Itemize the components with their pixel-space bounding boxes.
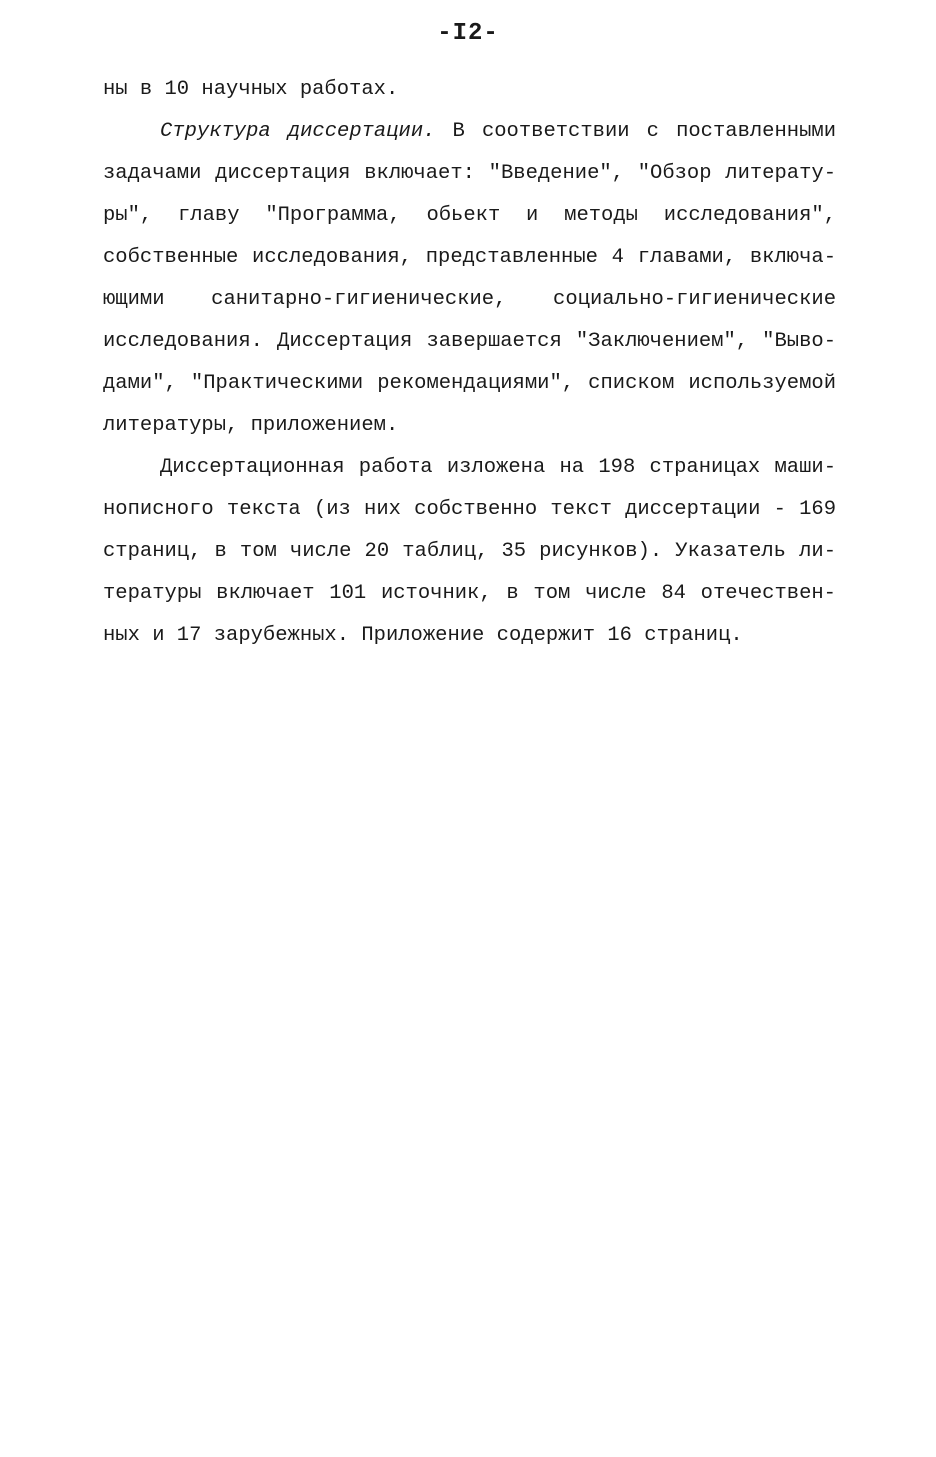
paragraph-2-line-3: ры", главу "Программа, обьект и методы исследования", xyxy=(103,204,836,227)
paragraph-3-line-3: страниц, в том числе 20 таблиц, 35 рисунков). Указатель ли- xyxy=(103,540,836,563)
paragraph-3-line-1: Диссертационная работа изложена на 198 страницах маши- xyxy=(160,456,836,479)
paragraph-2-line-5: ющими санитарно-гигиенические, социально-гигиенические xyxy=(103,288,836,311)
paragraph-2-line-6: исследования. Диссертация завершается "Заключением", "Выво- xyxy=(103,330,836,353)
page-number: -I2- xyxy=(437,20,499,47)
paragraph-2-line-1 xyxy=(160,118,836,146)
paragraph-2-line-8: литературы, приложением. xyxy=(103,414,399,437)
paragraph-2-line-4: собственные исследования, представленные 4 главами, включа- xyxy=(103,246,836,269)
paragraph-2-line-7: дами", "Практическими рекомендациями", списком используемой xyxy=(103,372,836,395)
paragraph-1-line-1: ны в 10 научных работах. xyxy=(103,78,399,101)
paragraph-3-line-5: ных и 17 зарубежных. Приложение содержит 16 страниц. xyxy=(103,624,743,647)
paragraph-2-line-2: задачами диссертация включает: "Введение", "Обзор литерату- xyxy=(103,162,836,185)
section-heading-inline: Структура диссертации. xyxy=(160,120,436,143)
paragraph-3-line-4: тературы включает 101 источник, в том числе 84 отечествен- xyxy=(103,582,836,605)
paragraph-3-line-2: нописного текста (из них собственно текст диссертации - 169 xyxy=(103,498,836,521)
paragraph-2-line-1-text: В соответствии с поставленными xyxy=(435,120,836,143)
